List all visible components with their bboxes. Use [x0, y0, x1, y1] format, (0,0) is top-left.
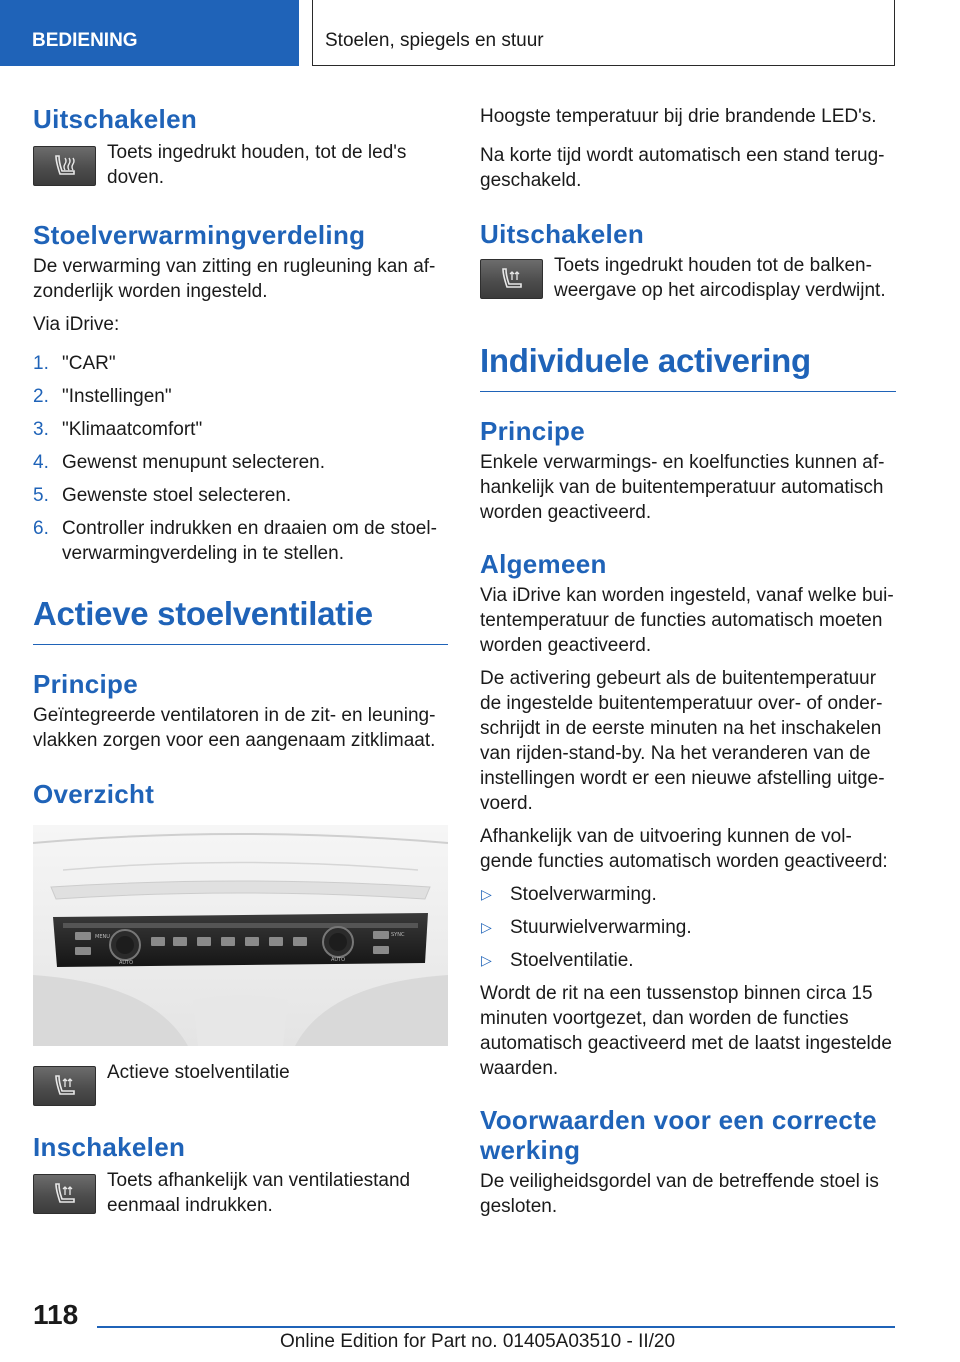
- list-item: ▷ Stoelverwarming.: [481, 884, 657, 905]
- instruction-text: Toets ingedrukt houden tot de balken-weergave op het aircodisplay verdwijnt.: [554, 255, 886, 301]
- paragraph: Via iDrive kan worden ingesteld, vanaf welke bui-tentemperatuur de functies automatisch moeten worden geactiveerd.: [480, 585, 894, 656]
- heading-overzicht: Overzicht: [33, 779, 155, 809]
- heading-uitschakelen: Uitschakelen: [33, 104, 198, 134]
- list-item: ▷ Stuurwielverwarming.: [481, 917, 692, 938]
- button-instruction: [33, 1168, 448, 1218]
- list-item: 3. "Klimaatcomfort": [33, 419, 203, 440]
- seat-ventilation-button-icon: [33, 1066, 96, 1106]
- heading-principe: Principe: [33, 669, 138, 699]
- list-item: 1. "CAR": [33, 353, 116, 374]
- heading-stoelverwarmingverdeling: Stoelverwarmingverdeling: [33, 220, 366, 250]
- triangle-bullet-icon: ▷: [481, 919, 492, 935]
- triangle-bullet-icon: ▷: [481, 886, 492, 902]
- seat-heating-button-icon: [33, 146, 96, 186]
- panel-label-auto-right: AUTO: [331, 957, 346, 963]
- paragraph: Wordt de rit na een tussenstop binnen circa 15 minuten voortgezet, dan worden de functies automatisch geactiveerd met de laatst ingestelde waarden.: [480, 983, 892, 1079]
- right-column: [480, 96, 896, 1219]
- page-number: 118: [33, 1299, 79, 1330]
- paragraph: Hoogste temperatuur bij drie brandende LED's.: [480, 106, 877, 127]
- paragraph: De verwarming van zitting en rugleuning kan af-zonderlijk worden ingesteld.: [33, 256, 436, 302]
- paragraph: De activering gebeurt als de buitentemperatuur de ingestelde buitentemperatuur over- of onder-schrijdt in de eerste minuten na het inschakelen van rijden-stand-by. Na het veranderen van de instellingen wordt er een nieuwe afstelling uitge-voerd.: [480, 668, 885, 814]
- heading-voorwaarden: Voorwaarden voor een correcte werking: [480, 1105, 877, 1165]
- triangle-bullet-icon: ▷: [481, 952, 492, 968]
- list-item: 5. Gewenste stoel selecteren.: [33, 485, 292, 506]
- left-column: [33, 96, 448, 1218]
- paragraph: Enkele verwarmings- en koelfuncties kunnen af-hankelijk van de buitentemperatuur automatisch worden geactiveerd.: [480, 452, 885, 523]
- section-title-individuele-activering: Individuele activering: [480, 341, 896, 392]
- edition-note: Online Edition for Part no. 01405A03510 - II/20: [280, 1331, 676, 1352]
- chapter-title: Stoelen, spiegels en stuur: [312, 0, 895, 66]
- paragraph: Afhankelijk van de uitvoering kunnen de vol-gende functies automatisch worden geactiveerd:: [480, 826, 888, 872]
- paragraph: Na korte tijd wordt automatisch een stand terug-geschakeld.: [480, 145, 885, 191]
- instruction-text: Toets afhankelijk van ventilatiestand eenmaal indrukken.: [107, 1170, 411, 1216]
- list-item: 4. Gewenst menupunt selecteren.: [33, 452, 325, 473]
- seat-ventilation-button-icon: [33, 1174, 96, 1214]
- list-item: ▷ Stoelventilatie.: [481, 950, 634, 971]
- icon-caption-row: [33, 1060, 448, 1106]
- heading-uitschakelen: Uitschakelen: [480, 219, 645, 249]
- function-list: [480, 882, 896, 973]
- list-item: 6. Controller indrukken en draaien om de stoel-verwarmingverdeling in te stellen.: [33, 518, 437, 564]
- button-instruction: [480, 253, 896, 303]
- heading-principe: Principe: [480, 416, 585, 446]
- idrive-steps: [33, 351, 448, 566]
- heading-inschakelen: Inschakelen: [33, 1132, 186, 1162]
- panel-label-auto-left: AUTO: [119, 960, 134, 966]
- instruction-text: Toets ingedrukt houden, tot de led's doven.: [107, 142, 407, 188]
- panel-label-sync: SYNC: [391, 932, 405, 938]
- page-header: [0, 0, 960, 66]
- paragraph: De veiligheidsgordel van de betreffende stoel is gesloten.: [480, 1171, 879, 1217]
- heading-algemeen: Algemeen: [480, 549, 607, 579]
- list-item: 2. "Instellingen": [33, 386, 172, 407]
- button-instruction: [33, 140, 448, 190]
- paragraph: Via iDrive:: [33, 314, 120, 335]
- section-title-actieve-stoelventilatie: Actieve stoelventilatie: [33, 594, 448, 645]
- panel-label-menu: MENU: [95, 934, 110, 940]
- footer-divider: [97, 1326, 895, 1328]
- section-tab: BEDIENING: [0, 0, 299, 66]
- climate-control-photo: [33, 825, 448, 1046]
- icon-caption: Actieve stoelventilatie: [107, 1062, 290, 1083]
- paragraph: Geïntegreerde ventilatoren in de zit- en leuning-vlakken zorgen voor een aangenaam zitklimaat.: [33, 705, 436, 751]
- seat-ventilation-button-icon: [480, 259, 543, 299]
